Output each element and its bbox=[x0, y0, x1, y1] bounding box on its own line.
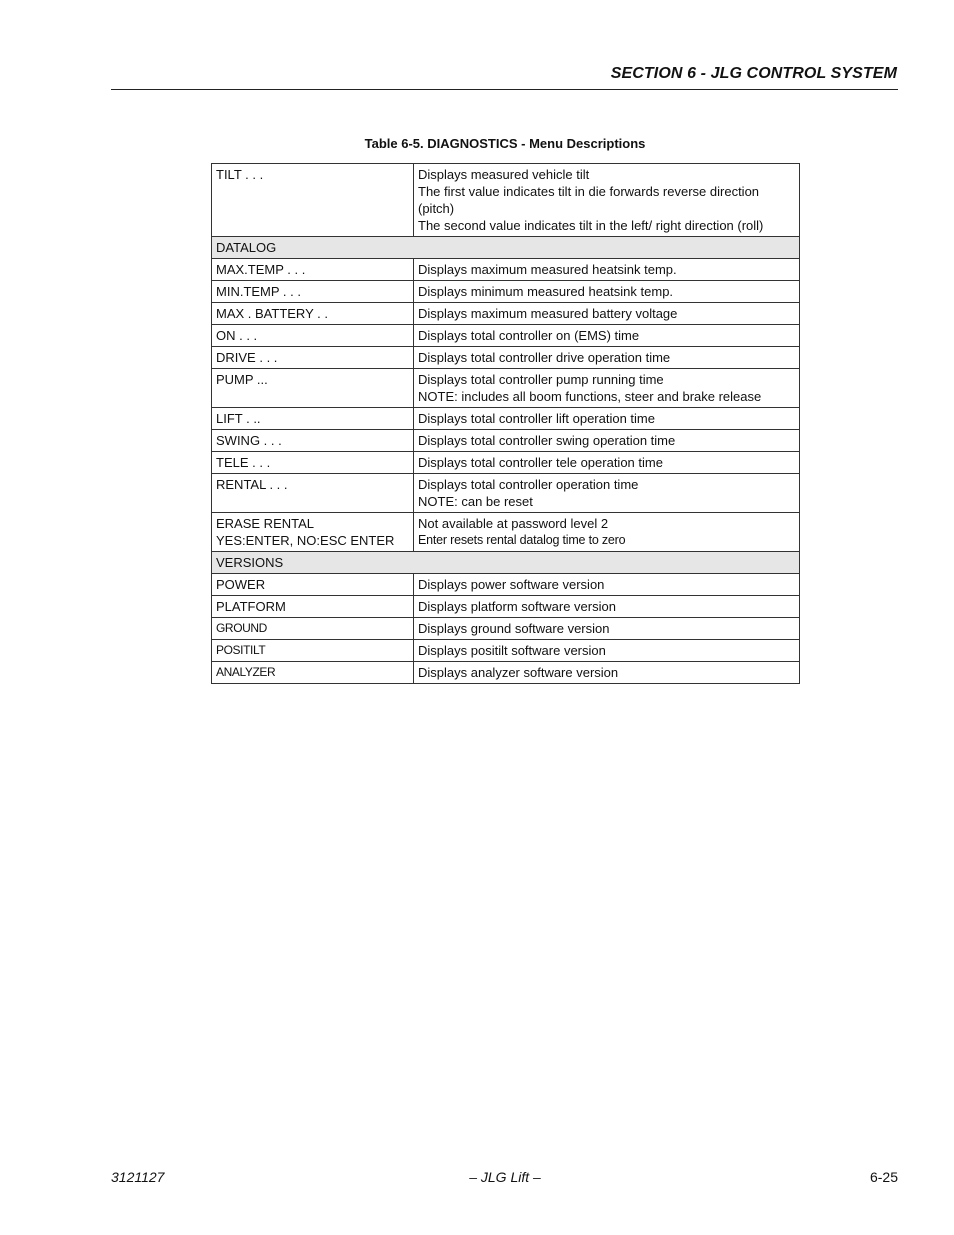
menu-item-key: SWING . . . bbox=[212, 430, 414, 452]
menu-item-key: MAX.TEMP . . . bbox=[212, 259, 414, 281]
description-line: NOTE: can be reset bbox=[418, 494, 533, 509]
description-line: NOTE: includes all boom functions, steer and brake release bbox=[418, 389, 762, 404]
table-row bbox=[212, 408, 800, 430]
description-line: Enter resets rental datalog time to zero bbox=[418, 533, 626, 547]
menu-item-description bbox=[414, 513, 800, 552]
footer-brand: – JLG Lift – bbox=[469, 1169, 541, 1185]
menu-item-key: RENTAL . . . bbox=[212, 474, 414, 513]
menu-item-key: ANALYZER bbox=[212, 662, 414, 684]
menu-item-key: PUMP ... bbox=[212, 369, 414, 408]
menu-item-key: MAX . BATTERY . . bbox=[212, 303, 414, 325]
table-row bbox=[212, 513, 800, 552]
menu-item-description: Displays maximum measured heatsink temp. bbox=[414, 259, 800, 281]
description-line: Displays measured vehicle tilt bbox=[418, 167, 590, 182]
description-line: Not available at password level 2 bbox=[418, 516, 609, 531]
menu-item-key: DRIVE . . . bbox=[212, 347, 414, 369]
menu-item-key: PLATFORM bbox=[212, 596, 414, 618]
menu-item-description: Displays positilt software version bbox=[414, 640, 800, 662]
table-row bbox=[212, 303, 800, 325]
table-row bbox=[212, 618, 800, 640]
menu-item-description: Displays total controller drive operation time bbox=[414, 347, 800, 369]
menu-item-description: Displays total controller on (EMS) time bbox=[414, 325, 800, 347]
description-line: Displays total controller pump running time bbox=[418, 372, 664, 387]
menu-item-description: Displays total controller swing operation time bbox=[414, 430, 800, 452]
table-caption: Table 6-5. DIAGNOSTICS - Menu Descriptions bbox=[364, 136, 646, 151]
menu-item-key: LIFT . .. bbox=[212, 408, 414, 430]
section-row-datalog bbox=[212, 237, 800, 259]
table-row bbox=[212, 430, 800, 452]
menu-item-key: ON . . . bbox=[212, 325, 414, 347]
table-row bbox=[212, 164, 800, 237]
menu-item-key: GROUND bbox=[212, 618, 414, 640]
table-row bbox=[212, 596, 800, 618]
menu-item-key: TELE . . . bbox=[212, 452, 414, 474]
menu-item-description: Displays total controller tele operation time bbox=[414, 452, 800, 474]
table-row bbox=[212, 452, 800, 474]
menu-item-description: Displays platform software version bbox=[414, 596, 800, 618]
menu-item-key: MIN.TEMP . . . bbox=[212, 281, 414, 303]
description-line: Displays total controller operation time bbox=[418, 477, 639, 492]
table-row bbox=[212, 662, 800, 684]
menu-item-description bbox=[414, 164, 800, 237]
menu-item-description: Displays minimum measured heatsink temp. bbox=[414, 281, 800, 303]
table-row bbox=[212, 325, 800, 347]
table-row bbox=[212, 281, 800, 303]
table-row bbox=[212, 259, 800, 281]
table-row bbox=[212, 640, 800, 662]
footer-page-number: 6-25 bbox=[869, 1169, 898, 1185]
menu-item-description: Displays ground software version bbox=[414, 618, 800, 640]
menu-item-key: ERASE RENTAL YES:ENTER, NO:ESC ENTER bbox=[212, 513, 414, 552]
menu-item-key: POWER bbox=[212, 574, 414, 596]
section-label: VERSIONS bbox=[212, 552, 800, 574]
section-row-versions bbox=[212, 552, 800, 574]
section-header-title: SECTION 6 - JLG CONTROL SYSTEM bbox=[610, 65, 897, 82]
description-line: The first value indicates tilt in die forwards reverse direction (pitch) bbox=[418, 184, 760, 216]
menu-item-description bbox=[414, 369, 800, 408]
menu-item-description: Displays total controller lift operation time bbox=[414, 408, 800, 430]
table-row bbox=[212, 347, 800, 369]
diagnostics-table bbox=[211, 163, 800, 684]
footer-doc-number: 3121127 bbox=[111, 1169, 165, 1185]
menu-item-description: Displays power software version bbox=[414, 574, 800, 596]
menu-item-key: TILT . . . bbox=[212, 164, 414, 237]
header-rule bbox=[111, 89, 898, 90]
menu-item-key: POSITILT bbox=[212, 640, 414, 662]
section-label: DATALOG bbox=[212, 237, 800, 259]
table-row bbox=[212, 474, 800, 513]
table-row bbox=[212, 369, 800, 408]
menu-item-description: Displays maximum measured battery voltage bbox=[414, 303, 800, 325]
menu-item-description bbox=[414, 474, 800, 513]
table-row bbox=[212, 574, 800, 596]
description-line: The second value indicates tilt in the left/ right direction (roll) bbox=[418, 218, 764, 233]
menu-item-description: Displays analyzer software version bbox=[414, 662, 800, 684]
